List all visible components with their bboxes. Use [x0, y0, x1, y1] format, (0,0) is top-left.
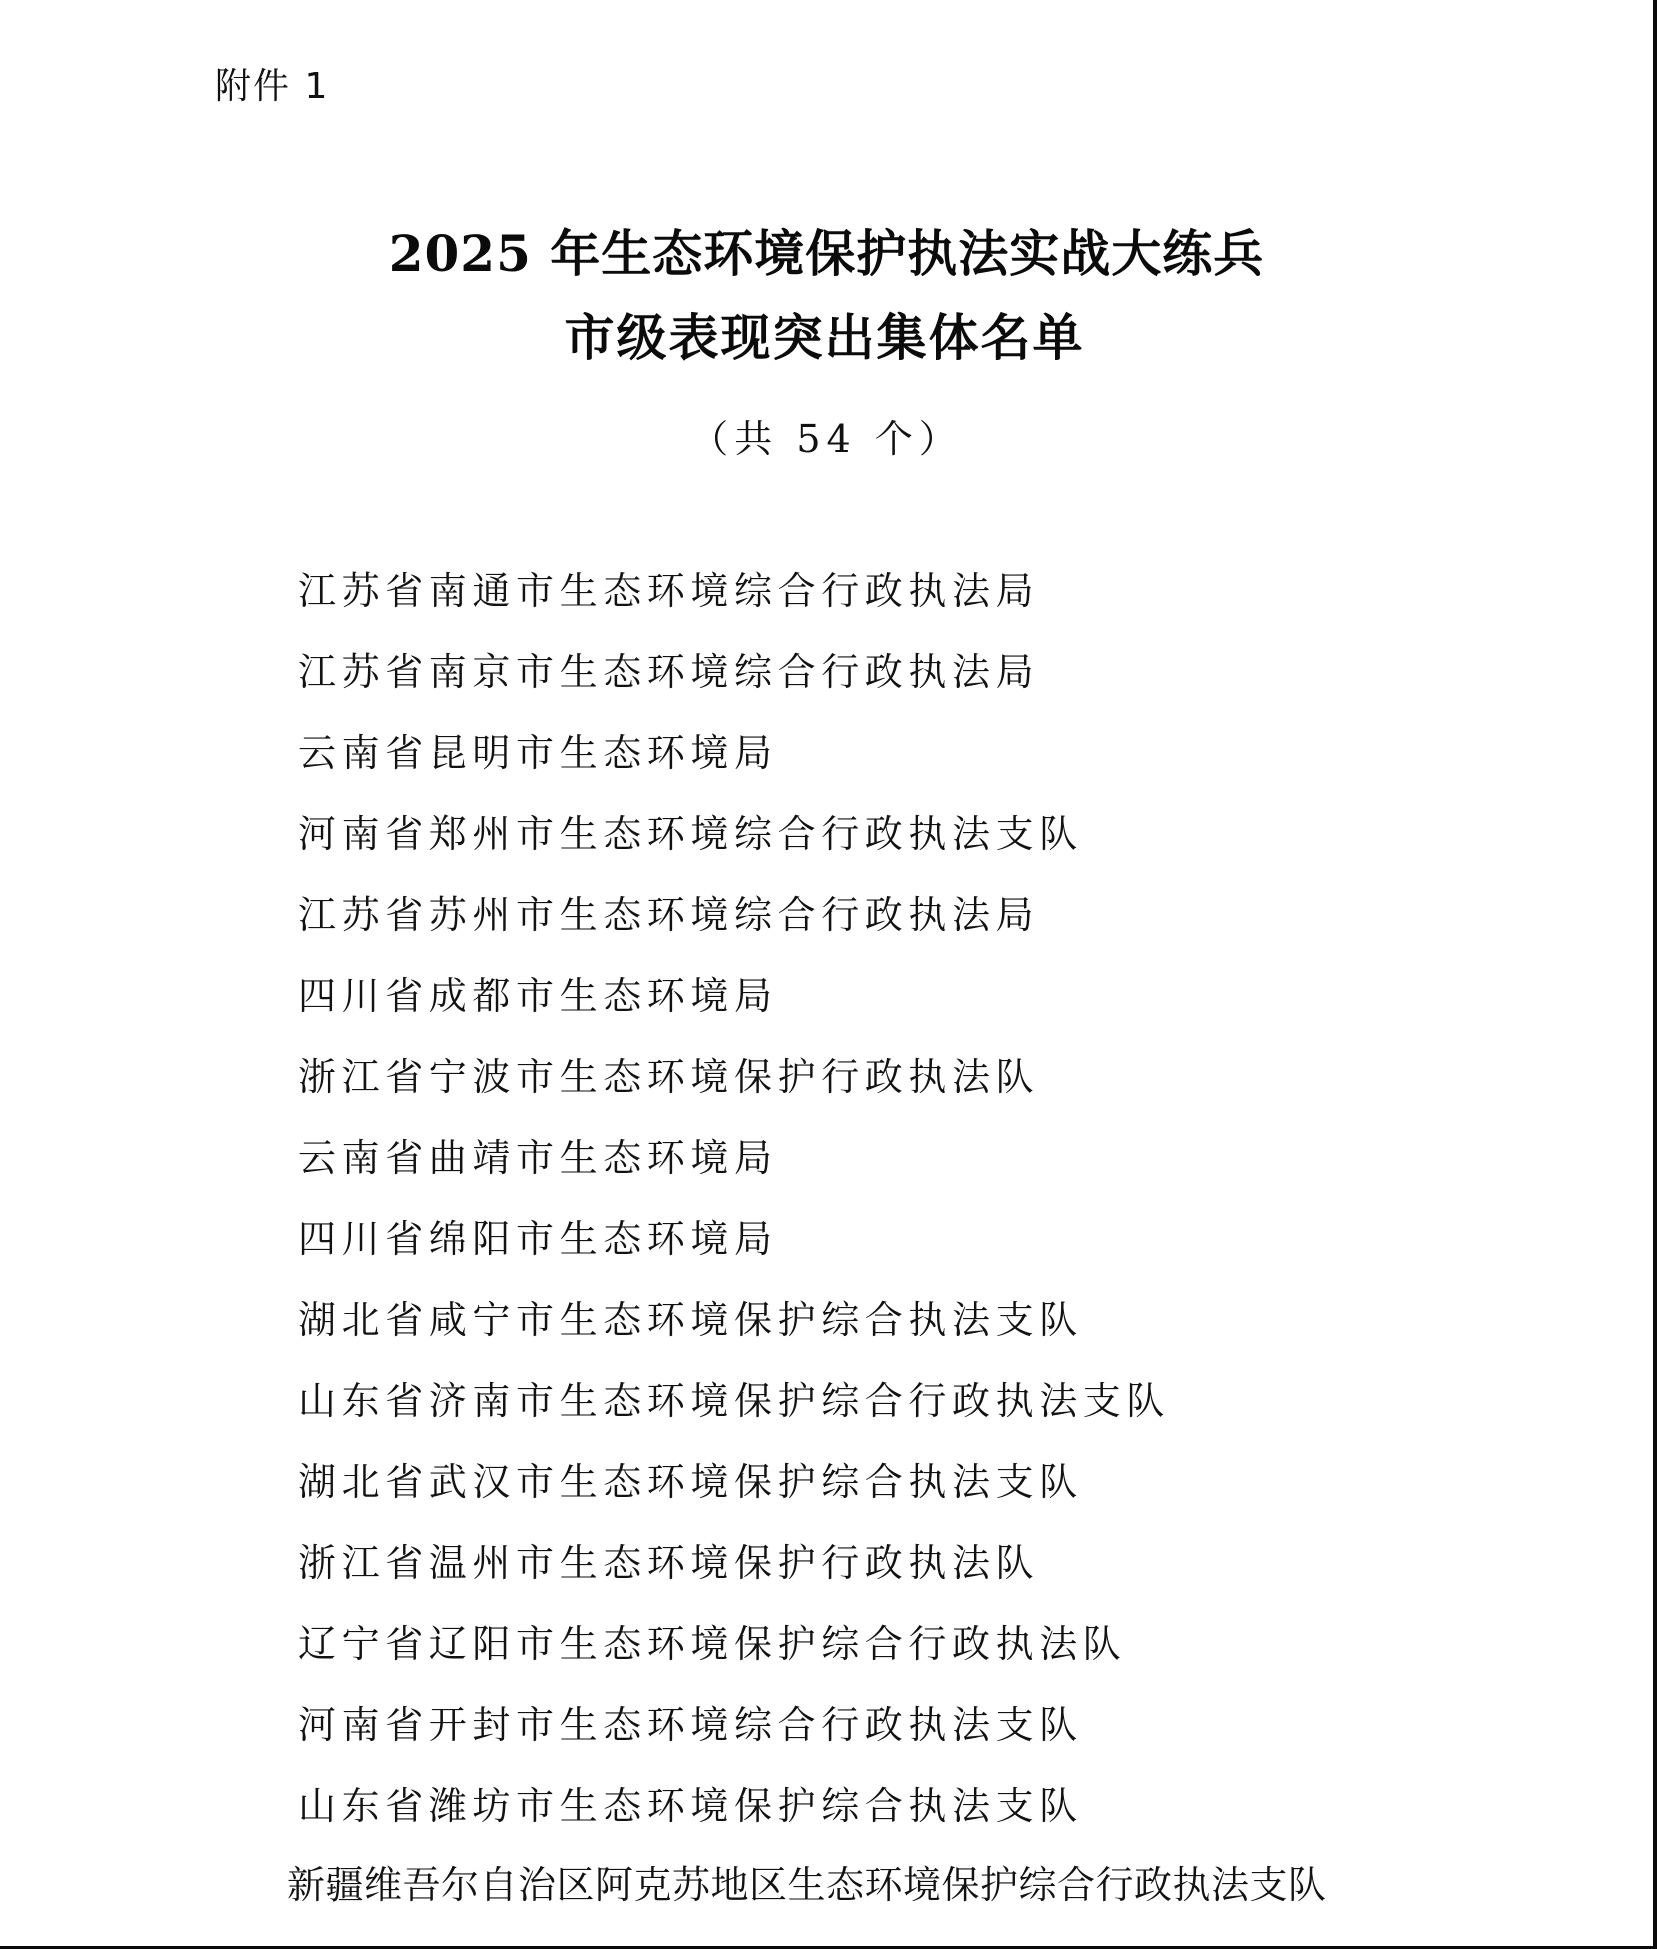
list-item: 河南省郑州市生态环境综合行政执法支队 — [298, 812, 1083, 856]
list-item: 浙江省温州市生态环境保护行政执法队 — [298, 1541, 1040, 1585]
list-item: 河南省开封市生态环境综合行政执法支队 — [298, 1703, 1083, 1747]
list-item: 浙江省宁波市生态环境保护行政执法队 — [298, 1055, 1040, 1099]
list-item: 山东省济南市生态环境保护综合行政执法支队 — [298, 1379, 1171, 1423]
attachment-label: 附件 1 — [215, 66, 330, 107]
list-item: 云南省昆明市生态环境局 — [298, 731, 778, 775]
list-item: 江苏省南通市生态环境综合行政执法局 — [298, 569, 1040, 613]
list-item: 湖北省武汉市生态环境保护综合执法支队 — [298, 1460, 1083, 1504]
list-item: 江苏省苏州市生态环境综合行政执法局 — [298, 893, 1040, 937]
list-item: 云南省曲靖市生态环境局 — [298, 1136, 778, 1180]
list-item: 辽宁省辽阳市生态环境保护综合行政执法队 — [298, 1622, 1127, 1666]
entry-count-note: （共 54 个） — [690, 417, 963, 461]
list-item: 四川省成都市生态环境局 — [298, 974, 778, 1018]
list-item: 江苏省南京市生态环境综合行政执法局 — [298, 650, 1040, 694]
list-item: 四川省绵阳市生态环境局 — [298, 1217, 778, 1261]
document-title-line-2: 市级表现突出集体名单 — [564, 308, 1085, 367]
list-item: 新疆维吾尔自治区阿克苏地区生态环境保护综合行政执法支队 — [287, 1863, 1327, 1907]
list-item: 山东省潍坊市生态环境保护综合执法支队 — [298, 1784, 1083, 1828]
list-item: 湖北省咸宁市生态环境保护综合执法支队 — [298, 1298, 1083, 1342]
document-title-line-1: 2025 年生态环境保护执法实战大练兵 — [388, 224, 1265, 283]
